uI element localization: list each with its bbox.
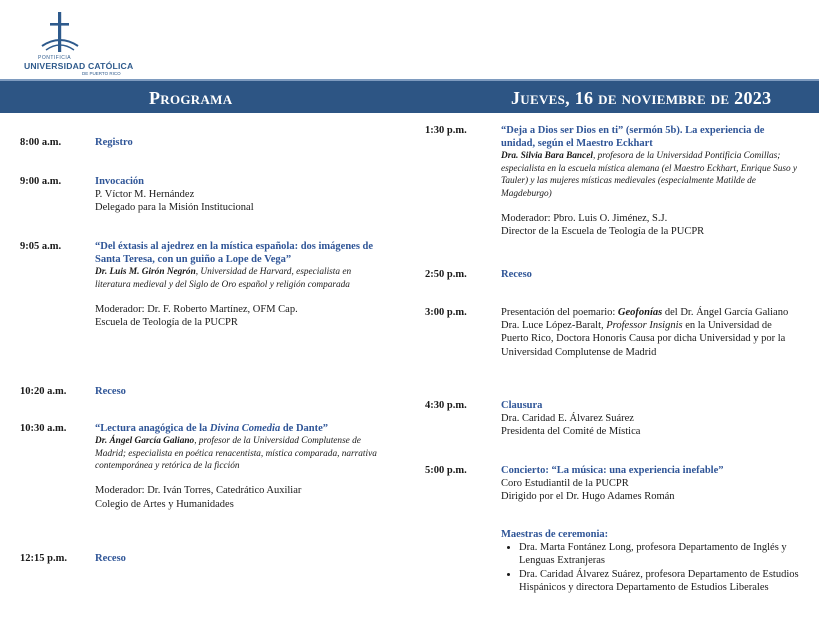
entry-line: Delegado para la Misión Institucional	[95, 202, 254, 214]
entry-title: Concierto: “La música: una experiencia inefable”	[501, 465, 724, 476]
entry-time: 5:00 p.m.	[425, 465, 467, 476]
presentation-line: Presentación del poemario: Geofonías del Dr. Ángel García Galiano	[501, 307, 789, 318]
list-item: • Dra. Caridad Álvarez Suárez, profesora Departamento de Estudios Hispánicos y directora Departamento de Estudios Liberales	[519, 568, 799, 594]
speaker-name: Dra. Silvia Bara Bancel	[501, 151, 593, 162]
entry-time: 10:20 a.m.	[20, 386, 67, 397]
program-title: Programa	[149, 88, 233, 108]
logo-name: UNIVERSIDAD CATÓLICA	[24, 61, 134, 71]
entry-time: 9:00 a.m.	[20, 176, 62, 187]
speaker-name: Dr. Luis M. Girón Negrón	[95, 267, 196, 278]
moderator-line: Moderador: Dr. Iván Torres, Catedrático Auxiliar	[95, 485, 302, 497]
entry-line: P. Víctor M. Hernández	[95, 189, 195, 201]
book-title: Geofonías	[617, 307, 663, 318]
entry-line: Dra. Caridad E. Álvarez Suárez	[501, 413, 634, 425]
entry-time: 3:00 p.m.	[425, 307, 467, 318]
speaker-info	[95, 266, 385, 291]
speaker-desc: , profesora de la Universidad Pontificia Comillas; especialista en la escuela mística alemana (el Maestro Eckhart, Enrique Suso y Tauler) y las mujeres místicas medievales (especialmente Matilde de Magdeburgo)	[501, 151, 798, 199]
ceremony-list	[501, 541, 799, 594]
list-item: • Dra. Marta Fontánez Long, profesora Departamento de Inglés y Lenguas Extranjeras	[519, 541, 799, 567]
speaker-name: Dr. Ángel García Galiano	[95, 436, 195, 447]
entry-time: 10:30 a.m.	[20, 423, 67, 434]
header-banner	[0, 79, 819, 113]
entry-title: Receso	[95, 386, 126, 397]
moderator-affiliation: Colegio de Artes y Humanidades	[95, 498, 234, 510]
entry-title: “Lectura anagógica de la Divina Comedia de Dante”	[95, 423, 329, 434]
speaker-desc: , Universidad de Harvard, especialista en literatura medieval y del Siglo de Oro español y religión comparada	[95, 267, 352, 290]
entry-time: 1:30 p.m.	[425, 125, 467, 136]
entry-title: “Deja a Dios ser Dios en ti” (sermón 5b). La experiencia de unidad, según el Maestro Eckhart	[501, 125, 765, 150]
entry-title: Receso	[501, 269, 532, 280]
entry-title: “Del éxtasis al ajedrez en la mística española: dos imágenes de Santa Teresa, con un guiño a Lope de Vega”	[95, 241, 374, 266]
entry-time: 4:30 p.m.	[425, 400, 467, 411]
university-logo	[20, 12, 140, 74]
entry-time: 12:15 p.m.	[20, 553, 67, 564]
presenter-line: Dra. Luce López-Baralt, Professor Insignis en la Universidad de Puerto Rico, Doctora Honoris Causa por dicha Universidad y por la Universidad Complutense de Madrid	[501, 320, 786, 358]
entry-line: Dirigido por el Dr. Hugo Adames Román	[501, 491, 675, 503]
speaker-info	[95, 435, 385, 472]
cross-emblem-icon	[40, 12, 80, 54]
moderator-affiliation: Escuela de Teología de la PUCPR	[95, 317, 238, 329]
entry-time: 2:50 p.m.	[425, 269, 467, 280]
entry-time: 9:05 a.m.	[20, 241, 62, 252]
moderator-affiliation: Director de la Escuela de Teología de la PUCPR	[501, 226, 705, 238]
logo-sub-text: DE PUERTO RICO	[82, 71, 121, 76]
ceremony-title: Maestras de ceremonia:	[501, 529, 609, 540]
entry-title: Clausura	[501, 400, 543, 411]
entry-title: Receso	[95, 553, 126, 564]
entry-line: Presidenta del Comité de Mística	[501, 426, 641, 438]
moderator-line: Moderador: Pbro. Luis O. Jiménez, S.J.	[501, 213, 668, 225]
moderator-line: Moderador: Dr. F. Roberto Martínez, OFM Cap.	[95, 304, 298, 316]
logo-small-text: PONTIFICIA	[38, 55, 72, 61]
speaker-info	[501, 150, 799, 200]
entry-time: 8:00 a.m.	[20, 137, 62, 148]
speaker-desc: , profesor de la Universidad Complutense de Madrid; especialista en poética renacentista, mística comparada, narrativa contemporánea y retórica de la ficción	[95, 436, 377, 472]
entry-title: Invocación	[95, 176, 145, 187]
entry-title: Registro	[95, 137, 133, 148]
entry-line: Coro Estudiantil de la PUCPR	[501, 478, 629, 490]
date-title: Jueves, 16 de noviembre de 2023	[511, 88, 772, 108]
